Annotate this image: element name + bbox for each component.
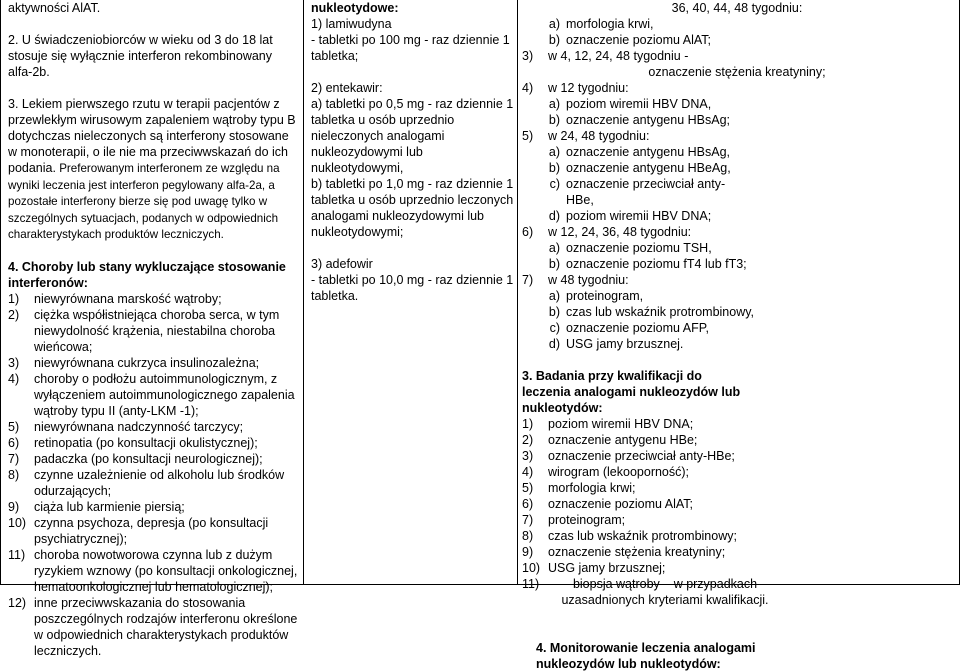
list-item: 11) biopsja wątroby – w przypadkach uzasadnionych kryteriami kwalifikacji. xyxy=(522,577,769,607)
list-subitem: c) oznaczenie poziomu AFP, xyxy=(549,321,709,335)
paragraph-3 xyxy=(8,96,298,243)
list-item: 9) oznaczenie stężenia kreatyniny; xyxy=(522,545,726,559)
list-subitem: a) poziom wiremii HBV DNA, xyxy=(548,97,712,111)
list-subitem: b) oznaczenie antygenu HBsAg; xyxy=(548,113,730,127)
column-divider-1 xyxy=(303,0,304,585)
list-item: 8) czas lub wskaźnik protrombinowy; xyxy=(522,529,737,543)
list-item: 6) w 12, 24, 36, 48 tygodniu: xyxy=(522,225,692,239)
list-item: 5) w 24, 48 tygodniu: xyxy=(522,129,650,143)
list-item: 3) oznaczenie przeciwciał anty-HBe; xyxy=(522,449,735,463)
list-subitem: a) oznaczenie poziomu TSH, xyxy=(548,241,712,255)
column-right xyxy=(522,0,952,672)
list-subitem: b) oznaczenie antygenu HBeAg, xyxy=(548,161,731,175)
paragraph-3-part-b: Preferowanym interferonem ze względu na wyniki leczenia jest interferon pegylowany alfa-2a, a pozostałe interferony bierze się pod uwagę tylko w szczególnych sytuacjach, podanych w odpowiednich charakterystykach produktów leczniczych. xyxy=(8,162,280,241)
list-subitem: d) USG jamy brzusznej. xyxy=(548,337,684,351)
list-item: 1) niewyrównana marskość wątroby; xyxy=(8,291,222,306)
list-subitem: d) poziom wiremii HBV DNA; xyxy=(548,209,712,223)
middle-heading: nukleotydowe: xyxy=(311,1,399,15)
list-subitem: b) oznaczenie poziomu fT4 lub fT3; xyxy=(548,257,747,271)
drug-dose: a) tabletki po 0,5 mg - raz dziennie 1 tabletka u osób uprzednio nieleczonych analogami nukleozydowymi lub nukleotydowymi, xyxy=(311,97,514,175)
list-item: 2) ciężka współistniejąca choroba serca, w tym niewydolność krążenia, niestabilna choroba wieńcowa; xyxy=(8,307,280,354)
list-item: 1) poziom wiremii HBV DNA; xyxy=(522,417,694,431)
qualification-tests-list xyxy=(522,416,782,608)
drug-entekawir: 2) entekawir: xyxy=(311,81,383,95)
list-item: 10) czynna psychoza, depresja (po konsultacji psychiatrycznej); xyxy=(8,515,269,546)
list-item: 4) choroby o podłożu autoimmunologicznym, z wyłączeniem autoimmunologicznego zapalenia wątroby typu II (anty-LKM -1); xyxy=(8,371,295,418)
list-subitem: a) oznaczenie antygenu HBsAg, xyxy=(548,145,730,159)
list-item: 5) morfologia krwi; xyxy=(522,481,636,495)
column-middle xyxy=(311,0,516,304)
list-item: 10) USG jamy brzusznej; xyxy=(522,561,666,575)
list-item: 7) proteinogram; xyxy=(522,513,626,527)
table-border-left xyxy=(0,0,1,585)
drug-dose: b) tabletki po 1,0 mg - raz dziennie 1 tabletka u osób uprzednio leczonych analogami nukleozydowymi lub nukleotydowymi; xyxy=(311,177,514,239)
paragraph-2: 2. U świadczeniobiorców w wieku od 3 do 18 lat stosuje się wyłącznie interferon rekombinowany alfa-2b. xyxy=(8,33,273,79)
text-line: aktywności AlAT. xyxy=(8,1,101,15)
drug-dose: - tabletki po 100 mg - raz dziennie 1 tabletka; xyxy=(311,33,510,63)
heading-4 xyxy=(8,259,298,291)
list-subitem: a) proteinogram, xyxy=(548,289,644,303)
heading-4-right: 4. Monitorowanie leczenia analogami nukleozydów lub nukleotydów: xyxy=(536,641,756,671)
list-item-continuation: oznaczenie stężenia kreatyniny; xyxy=(648,65,826,79)
list-subitem: b) czas lub wskaźnik protrombinowy, xyxy=(548,305,755,319)
heading-4-text: 4. Choroby lub stany wykluczające stosowanie interferonów: xyxy=(8,259,286,290)
list-subitem: b) oznaczenie poziomu AlAT; xyxy=(548,33,711,47)
list-item: 7) w 48 tygodniu: xyxy=(522,273,629,287)
schedule-line: 36, 40, 44, 48 tygodniu: xyxy=(671,1,803,15)
heading-3: 3. Badania przy kwalifikacji do leczenia analogami nukleozydów lub nukleotydów: xyxy=(522,369,741,415)
drug-lamiwudyna: 1) lamiwudyna xyxy=(311,17,392,31)
column-left xyxy=(8,0,298,659)
list-item: 11) choroba nowotworowa czynna lub z dużym ryzykiem wznowy (po konsultacji onkologicznej, hematoonkologicznej lub hematologicznej); xyxy=(8,547,298,594)
list-item: 6) oznaczenie poziomu AlAT; xyxy=(522,497,693,511)
column-divider-2 xyxy=(517,0,518,585)
list-item: 8) czynne uzależnienie od alkoholu lub środków odurzających; xyxy=(8,467,285,498)
paragraph-3-part-a: 3. Lekiem pierwszego rzutu w terapii pacjentów z przewlekłym wirusowym zapaleniem wątroby typu B dotychczas nieleczonych są interferony stosowane w monoterapii, o ile nie ma przeciwwskazań do ich podania. xyxy=(8,97,296,175)
list-item: 7) padaczka (po konsultacji neurologicznej); xyxy=(8,451,263,466)
drug-dose: - tabletki po 10,0 mg - raz dziennie 1 tabletka. xyxy=(311,273,514,303)
list-subitem: c) oznaczenie przeciwciał anty-HBe, xyxy=(549,177,726,207)
list-item: 2) oznaczenie antygenu HBe; xyxy=(522,433,698,447)
list-item: 4) w 12 tygodniu: xyxy=(522,81,629,95)
drug-adefowir: 3) adefowir xyxy=(311,257,373,271)
list-item: 5) niewyrównana nadczynność tarczycy; xyxy=(8,419,244,434)
list-item: 3) w 4, 12, 24, 48 tygodniu - xyxy=(522,49,689,63)
list-item: 6) retinopatia (po konsultacji okulistycznej); xyxy=(8,435,258,450)
list-item: 9) ciąża lub karmienie piersią; xyxy=(8,499,185,514)
list-subitem: a) morfologia krwi, xyxy=(548,17,654,31)
list-item: 4) wirogram (lekooporność); xyxy=(522,465,690,479)
list-item: 3) niewyrównana cukrzyca insulinozależna; xyxy=(8,355,260,370)
contraindications-list xyxy=(8,291,298,659)
list-item: 12) inne przeciwwskazania do stosowania poszczególnych rodzajów interferonu określone w odpowiednich charakterystykach produktów leczniczych. xyxy=(8,595,298,658)
